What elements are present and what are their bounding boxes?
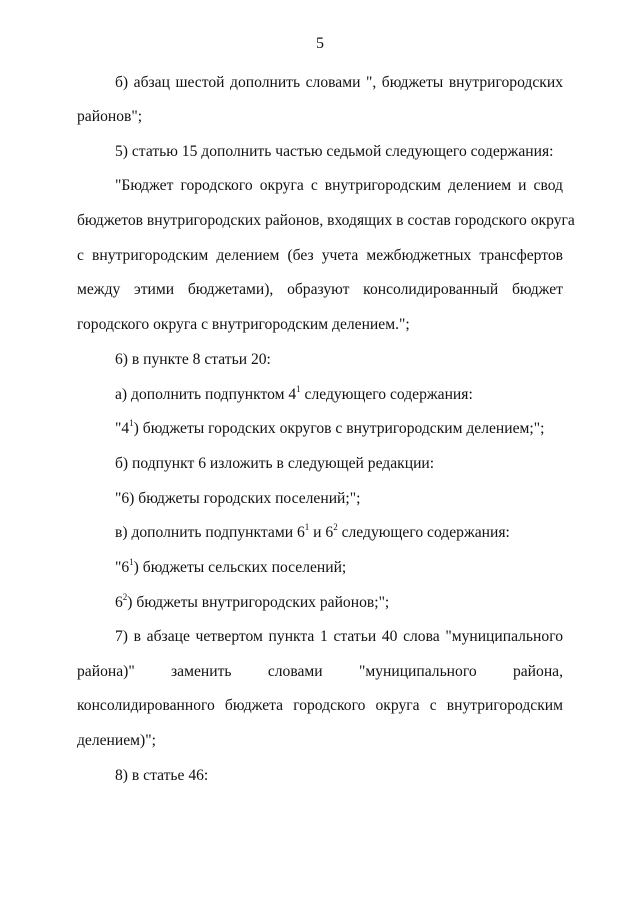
text-line: с внутригородским делением (без учета межбюджетных трансфертов [77,247,563,264]
page-number: 5 [316,35,324,52]
text-line: 6) в пункте 8 статьи 20: [115,351,271,368]
text-line: бюджетов внутригородских районов, входящих в состав городского округа [77,212,575,229]
text-line: районов"; [77,108,143,125]
text-line: 5) статью 15 дополнить частью седьмой следующего содержания: [115,143,554,160]
text-line: делением)"; [77,732,156,749]
text-line: "$6^1$) бюджеты сельских поселений; [115,556,347,576]
text-line: в) дополнить подпунктами $6^1$ и $6^2$ следующего содержания: [115,521,510,541]
text-line: "$4^1$) бюджеты городских округов с внутригородским делением;"; [115,417,545,437]
text-line: "Бюджет городского округа с внутригородским делением и свод [115,177,563,194]
text-line: $6^2$) бюджеты внутригородских районов;"; [115,591,390,611]
text-line: между этими бюджетами), образуют консолидированный бюджет [77,281,563,298]
text-line: а) дополнить подпунктом $4^1$ следующего содержания: [115,383,473,403]
text-line: 8) в статье 46: [115,767,209,784]
text-line: 7) в абзаце четвертом пункта 1 статьи 40 слова "муниципального [115,628,563,645]
text-line: б) подпункт 6 изложить в следующей редакции: [115,455,435,472]
text-line: района)" заменить словами "муниципального района, [77,663,563,680]
text-line: консолидированного бюджета городского округа с внутригородским [77,697,563,714]
text-line: "6) бюджеты городских поселений;"; [115,490,361,507]
text-line: городского округа с внутригородским делением."; [77,316,410,333]
text-line: б) абзац шестой дополнить словами ", бюджеты внутригородских [115,74,563,91]
